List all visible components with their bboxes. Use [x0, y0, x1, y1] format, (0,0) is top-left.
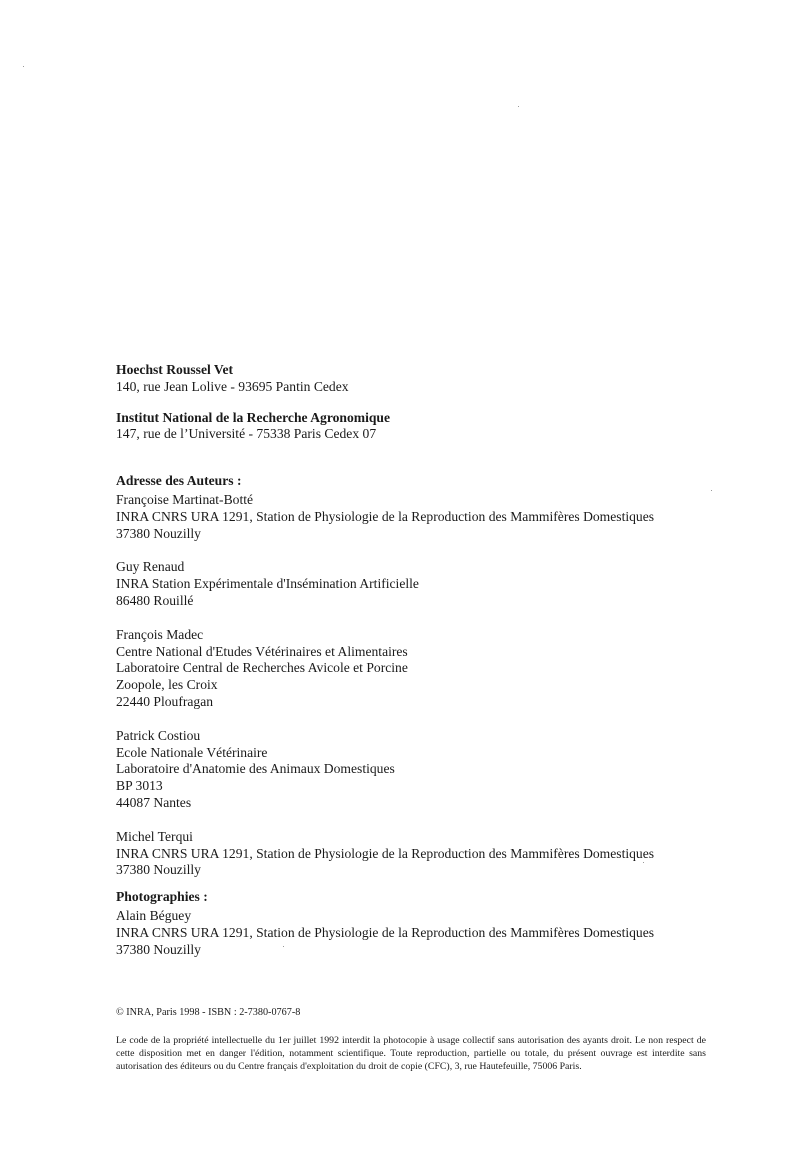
author-name: Françoise Martinat-Botté: [116, 491, 254, 507]
author-address-line: Ecole Nationale Vétérinaire: [116, 744, 268, 760]
photographies-heading: Photographies :: [116, 889, 208, 905]
author-name: Guy Renaud: [116, 559, 185, 575]
author-address-line: 86480 Rouillé: [116, 592, 194, 608]
author-address-line: BP 3013: [116, 778, 163, 794]
author-entry: [116, 492, 716, 542]
publisher-address: 140, rue Jean Lolive - 93695 Pantin Cedex: [116, 378, 349, 394]
author-address-line: INRA CNRS URA 1291, Station de Physiologie de la Reproduction des Mammifères Domestiques: [116, 508, 655, 524]
author-address-line: 37380 Nouzilly: [116, 862, 201, 878]
author-entry: [116, 559, 716, 609]
legal-notice: Le code de la propriété intellectuelle du 1er juillet 1992 interdit la photocopie à usage collectif sans autorisation des ayants droit. Le non respect de cette disposition met en danger l'édition, notamment scientifique. Toute reproduction, partielle ou totale, du présent ouvrage est interdite sans autorisation des éditeurs ou du Centre français d'exploitation du droit de copie (CFC), 3, rue Hautefeuille, 75006 Paris.: [116, 1035, 706, 1072]
publisher-name: Hoechst Roussel Vet: [116, 362, 234, 377]
author-name: François Madec: [116, 626, 204, 642]
institute-name: Institut National de la Recherche Agronomique: [116, 409, 391, 425]
publisher-block: [116, 362, 716, 396]
institute-block: [116, 410, 716, 444]
author-address-line: 37380 Nouzilly: [116, 525, 201, 541]
author-address-line: Zoopole, les Croix: [116, 677, 218, 693]
photographer-address-line: 37380 Nouzilly: [116, 941, 201, 957]
author-entry: [116, 829, 716, 879]
author-name: Michel Terqui: [116, 828, 193, 844]
author-entry: [116, 627, 716, 711]
photographer-name: Alain Béguey: [116, 907, 192, 923]
author-entry: [116, 728, 716, 812]
author-address-line: INRA CNRS URA 1291, Station de Physiologie de la Reproduction des Mammifères Domestiques: [116, 845, 655, 861]
author-address-line: Centre National d'Etudes Vétérinaires et Alimentaires: [116, 643, 408, 659]
author-address-line: 44087 Nantes: [116, 794, 192, 810]
authors-heading: Adresse des Auteurs :: [116, 473, 242, 489]
author-name: Patrick Costiou: [116, 727, 201, 743]
author-address-line: Laboratoire d'Anatomie des Animaux Domestiques: [116, 761, 395, 777]
credits-page: [116, 362, 716, 958]
copyright-isbn: © INRA, Paris 1998 - ISBN : 2-7380-0767-8: [116, 1007, 301, 1018]
scan-speck: [23, 66, 24, 67]
author-address-line: INRA Station Expérimentale d'Insémination Artificielle: [116, 576, 419, 592]
photographer-address-line: INRA CNRS URA 1291, Station de Physiologie de la Reproduction des Mammifères Domestiques: [116, 924, 655, 940]
author-address-line: 22440 Ploufragan: [116, 693, 214, 709]
scan-speck: [518, 106, 519, 107]
institute-address: 147, rue de l’Université - 75338 Paris Cedex 07: [116, 426, 377, 442]
author-address-line: Laboratoire Central de Recherches Avicole et Porcine: [116, 660, 408, 676]
photographer-entry: [116, 908, 716, 958]
